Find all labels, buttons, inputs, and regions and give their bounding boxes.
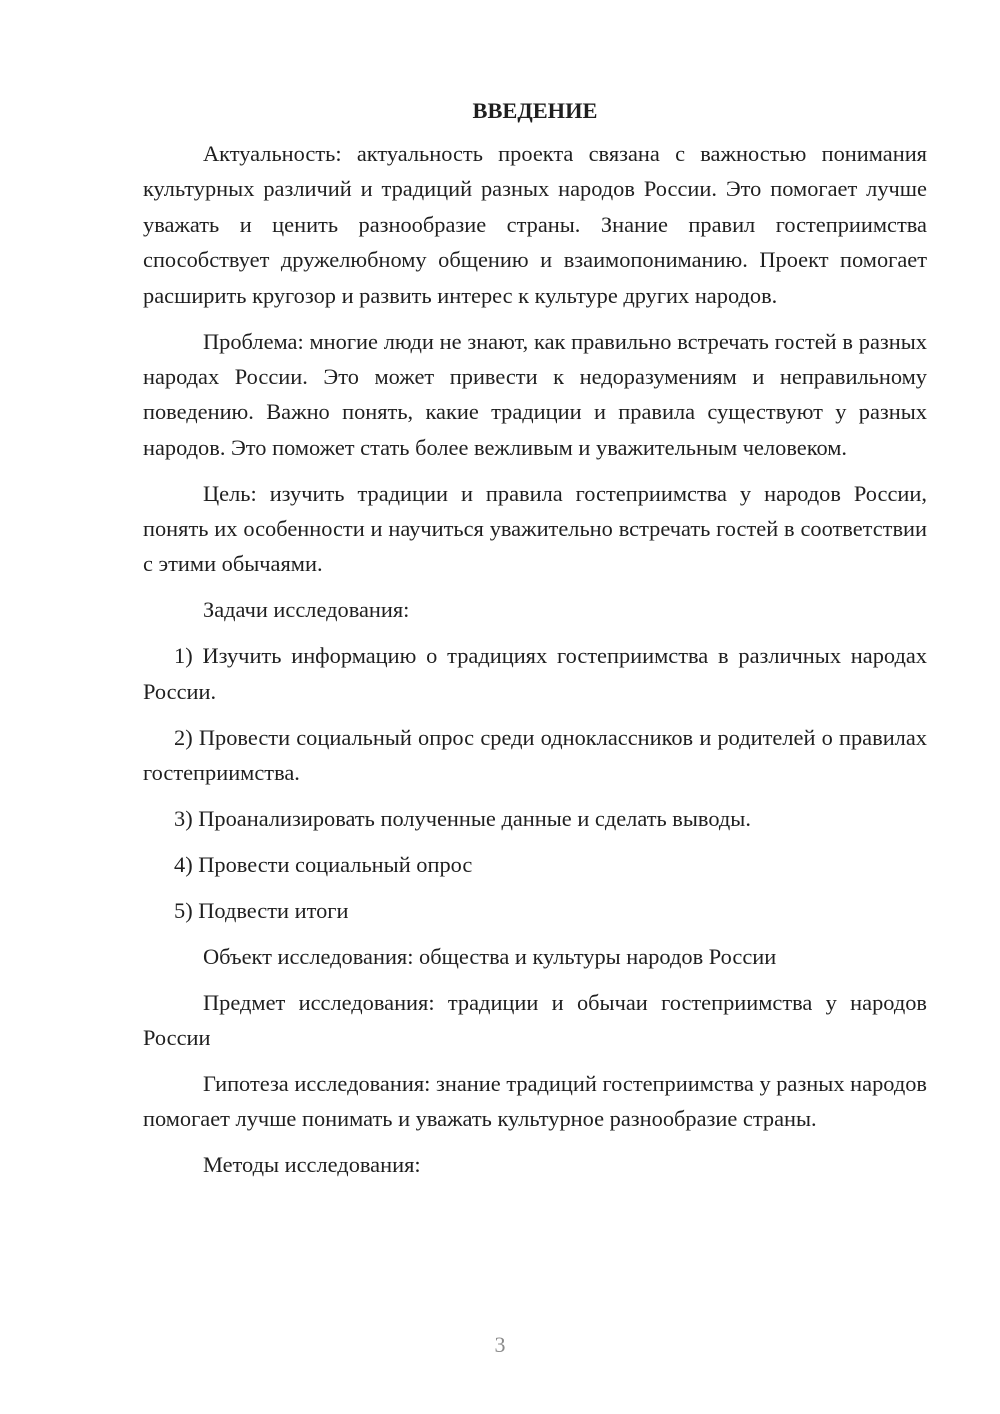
paragraph-methods: Методы исследования: bbox=[203, 1152, 421, 1178]
tasks-title: Задачи исследования: bbox=[203, 597, 410, 623]
paragraph-subject: Предмет исследования: традиции и обычаи гостеприимства у народов России bbox=[143, 989, 927, 1050]
task-item-3: 3) Проанализировать полученные данные и сделать выводы. bbox=[174, 805, 751, 831]
task-item-4: 4) Провести социальный опрос bbox=[174, 851, 473, 877]
task-item-2: 2) Провести социальный опрос среди одноклассников и родителей о правилах гостеприимства. bbox=[143, 724, 927, 785]
page-content bbox=[143, 96, 927, 1193]
page-heading: ВВЕДЕНИЕ bbox=[472, 98, 598, 123]
paragraph-object: Объект исследования: общества и культуры народов России bbox=[203, 943, 777, 969]
paragraph-problem: Проблема: многие люди не знают, как правильно встречать гостей в разных народах России. Это может привести к недоразумениям и неправильному поведению. Важно понять, какие традиции и правила существуют у разных народов. Это поможет стать более вежливым и уважительным человеком. bbox=[143, 328, 927, 460]
paragraph-relevance: Актуальность: актуальность проекта связана с важностью понимания культурных различий и традиций разных народов России. Это помогает лучше уважать и ценить разнообразие страны. Знание правил гостеприимства способствует дружелюбному общению и взаимопониманию. Проект помогает расширить кругозор и развить интерес к культуре других народов. bbox=[143, 141, 927, 308]
page-number: 3 bbox=[494, 1332, 506, 1357]
task-item-5: 5) Подвести итоги bbox=[174, 897, 349, 923]
paragraph-hypothesis: Гипотеза исследования: знание традиций гостеприимства у разных народов помогает лучше понимать и уважать культурное разнообразие страны. bbox=[143, 1070, 927, 1132]
paragraph-goal: Цель: изучить традиции и правила гостеприимства у народов России, понять их особенности и научиться уважительно встречать гостей в соответствии с этими обычаями. bbox=[143, 480, 927, 577]
task-item-1: 1) Изучить информацию о традициях гостеприимства в различных народах России. bbox=[143, 643, 927, 704]
